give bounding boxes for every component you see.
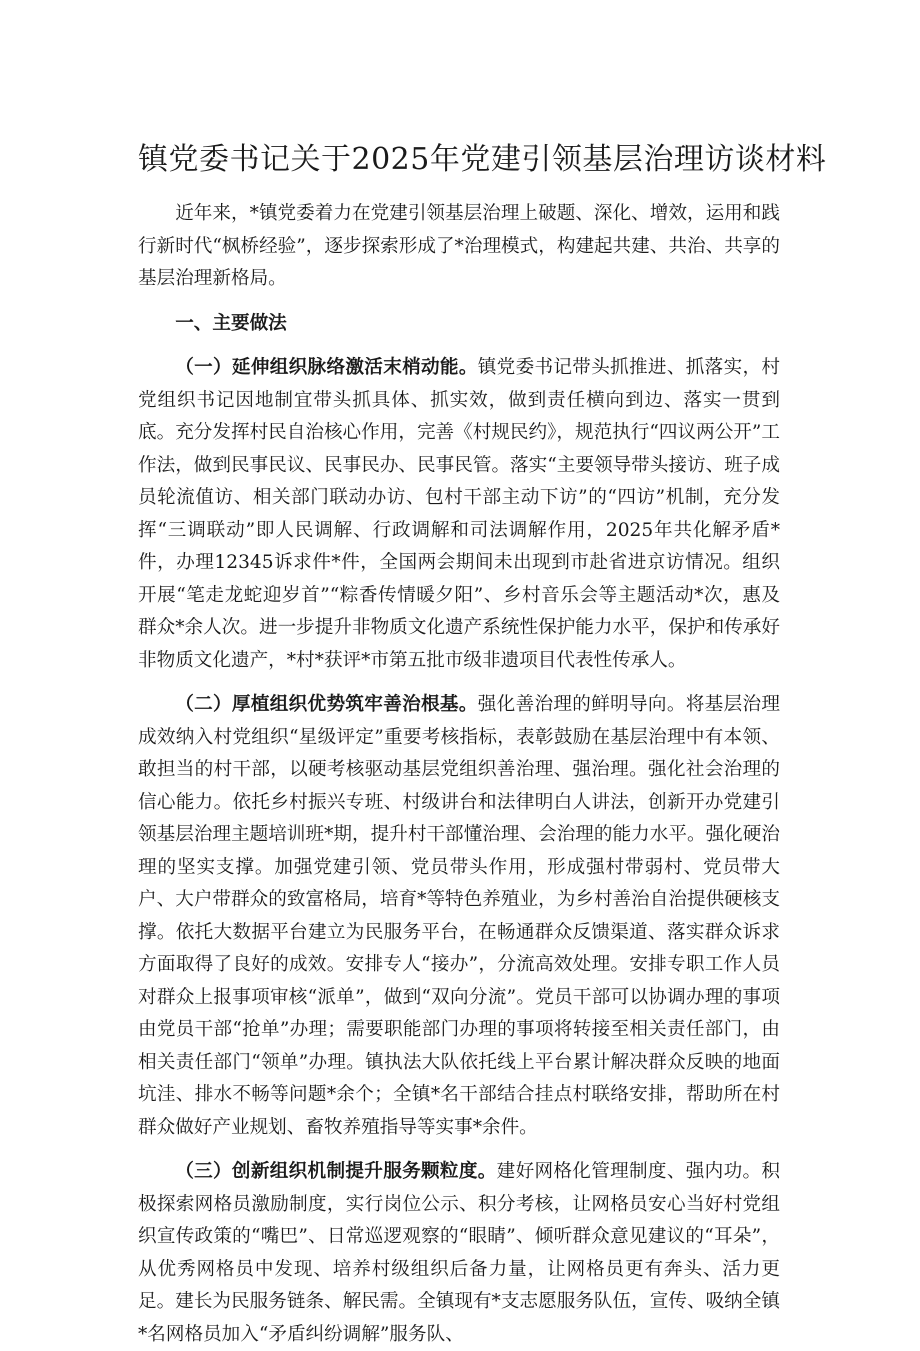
paragraph-text: 建好网格化管理制度、强内功。积极探索网格员激励制度，实行岗位公示、积分考核，让网格员安心当好村党组织宣传政策的“嘴巴”、日常巡逻观察的“眼睛”、倾听群众意见建议的“耳朵”，从优秀网格员中发现、培养村级组织后备力量，让网格员更有奔头、活力更足。建长为民服务链条、解民需。全镇现有*支志愿服务队伍，宣传、吸纳全镇*名网格员加入“矛盾纠纷调解”服务队、 <box>138 1161 780 1345</box>
paragraph-2 <box>138 689 780 1144</box>
paragraph-lead: （二）厚植组织优势筑牢善治根基。 <box>175 694 478 715</box>
paragraph-text: 镇党委书记带头抓推进、抓落实，村党组织书记因地制宜带头抓具体、抓实效，做到责任横向到边、落实一贯到底。充分发挥村民自治核心作用，完善《村规民约》，规范执行“四议两公开”工作法，做到民事民议、民事民办、民事民管。落实“主要领导带头接访、班子成员轮流值访、相关部门联动办访、包村干部主动下访”的“四访”机制，充分发挥“三调联动”即人民调解、行政调解和司法调解作用，2025年共化解矛盾*件，办理12345诉求件*件，全国两会期间未出现到市赴省进京访情况。组织开展“笔走龙蛇迎岁首”“粽香传情暖夕阳”、乡村音乐会等主题活动*次，惠及群众*余人次。进一步提升非物质文化遗产系统性保护能力水平，保护和传承好非物质文化遗产，*村*获评*市第五批市级非遗项目代表性传承人。 <box>138 357 780 671</box>
paragraph-lead: （一）延伸组织脉络激活末梢动能。 <box>175 357 478 378</box>
paragraph-text: 强化善治理的鲜明导向。将基层治理成效纳入村党组织“星级评定”重要考核指标，表彰鼓励在基层治理中有本领、敢担当的村干部，以硬考核驱动基层党组织善治理、强治理。强化社会治理的信心能力。依托乡村振兴专班、村级讲台和法律明白人讲法，创新开办党建引领基层治理主题培训班*期，提升村干部懂治理、会治理的能力水平。强化硬治理的坚实支撑。加强党建引领、党员带头作用，形成强村带弱村、党员带大户、大户带群众的致富格局，培育*等特色养殖业，为乡村善治自治提供硬核支撑。依托大数据平台建立为民服务平台，在畅通群众反馈渠道、落实群众诉求方面取得了良好的成效。安排专人“接办”，分流高效处理。安排专职工作人员对群众上报事项审核“派单”，做到“双向分流”。党员干部可以协调办理的事项由党员干部“抢单”办理；需要职能部门办理的事项将转接至相关责任部门，由相关责任部门“领单”办理。镇执法大队依托线上平台累计解决群众反映的地面坑洼、排水不畅等问题*余个；全镇*名干部结合挂点村联络安排，帮助所在村群众做好产业规划、畜牧养殖指导等实事*余件。 <box>138 694 780 1138</box>
document-body <box>138 198 780 1351</box>
paragraph-lead: （三）创新组织机制提升服务颗粒度。 <box>175 1161 497 1182</box>
intro-paragraph: 近年来，*镇党委着力在党建引领基层治理上破题、深化、增效，运用和践行新时代“枫桥经验”，逐步探索形成了*治理模式，构建起共建、共治、共享的基层治理新格局。 <box>138 203 780 289</box>
document-title: 镇党委书记关于2025年党建引领基层治理访谈材料 <box>138 142 827 177</box>
paragraph-1 <box>138 352 780 677</box>
paragraph-3 <box>138 1156 780 1351</box>
section-heading: 一、主要做法 <box>175 312 287 334</box>
